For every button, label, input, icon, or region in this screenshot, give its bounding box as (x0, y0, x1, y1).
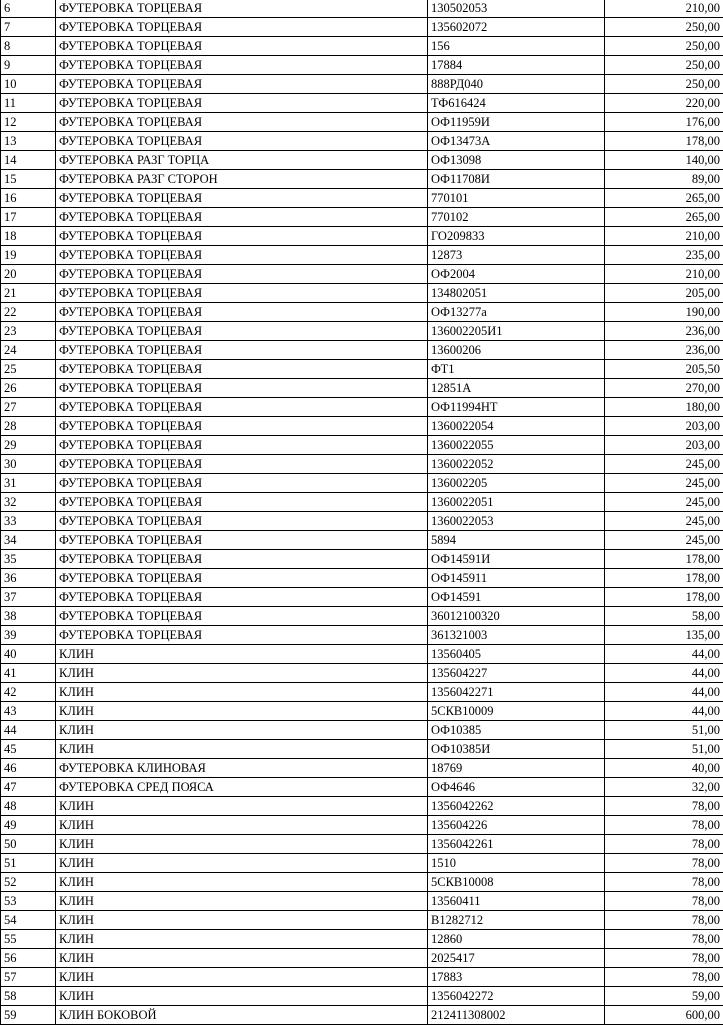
item-code: 130502053 (428, 0, 605, 18)
item-name: КЛИН (56, 645, 428, 664)
item-price: 250,00 (605, 18, 723, 37)
table-row (1, 170, 723, 189)
item-code: 135604226 (428, 816, 605, 835)
item-price: 51,00 (605, 721, 723, 740)
row-number: 6 (1, 0, 56, 18)
item-price: 78,00 (605, 892, 723, 911)
table-row (1, 56, 723, 75)
table-row (1, 341, 723, 360)
item-price: 140,00 (605, 151, 723, 170)
table-row (1, 626, 723, 645)
table-row (1, 379, 723, 398)
table-row (1, 512, 723, 531)
item-code: ОФ14591 (428, 588, 605, 607)
item-price: 58,00 (605, 607, 723, 626)
row-number: 31 (1, 474, 56, 493)
item-code: ОФ11708И (428, 170, 605, 189)
item-price: 44,00 (605, 683, 723, 702)
item-price: 236,00 (605, 341, 723, 360)
table-row (1, 18, 723, 37)
row-number: 39 (1, 626, 56, 645)
item-code: 13560411 (428, 892, 605, 911)
price-table-body (1, 0, 723, 1025)
item-price: 176,00 (605, 113, 723, 132)
item-name: ФУТЕРОВКА ТОРЦЕВАЯ (56, 132, 428, 151)
item-price: 180,00 (605, 398, 723, 417)
row-number: 33 (1, 512, 56, 531)
item-name: ФУТЕРОВКА ТОРЦЕВАЯ (56, 379, 428, 398)
row-number: 36 (1, 569, 56, 588)
item-name: КЛИН (56, 664, 428, 683)
item-name: ФУТЕРОВКА ТОРЦЕВАЯ (56, 569, 428, 588)
item-code: 888РД040 (428, 75, 605, 94)
item-code: 1356042272 (428, 987, 605, 1006)
row-number: 40 (1, 645, 56, 664)
item-code: 1360022051 (428, 493, 605, 512)
item-name: ФУТЕРОВКА ТОРЦЕВАЯ (56, 417, 428, 436)
item-code: 770102 (428, 208, 605, 227)
item-name: ФУТЕРОВКА ТОРЦЕВАЯ (56, 493, 428, 512)
row-number: 41 (1, 664, 56, 683)
item-price: 178,00 (605, 550, 723, 569)
item-price: 59,00 (605, 987, 723, 1006)
item-price: 40,00 (605, 759, 723, 778)
item-code: 17883 (428, 968, 605, 987)
item-code: 135604227 (428, 664, 605, 683)
item-code: 12873 (428, 246, 605, 265)
item-price: 178,00 (605, 588, 723, 607)
item-price: 89,00 (605, 170, 723, 189)
row-number: 22 (1, 303, 56, 322)
item-price: 250,00 (605, 37, 723, 56)
table-row (1, 702, 723, 721)
table-row (1, 94, 723, 113)
item-name: КЛИН (56, 702, 428, 721)
table-row (1, 949, 723, 968)
item-price: 245,00 (605, 531, 723, 550)
table-row (1, 360, 723, 379)
item-name: ФУТЕРОВКА ТОРЦЕВАЯ (56, 246, 428, 265)
table-row (1, 189, 723, 208)
table-row (1, 664, 723, 683)
row-number: 17 (1, 208, 56, 227)
item-price: 51,00 (605, 740, 723, 759)
item-name: ФУТЕРОВКА ТОРЦЕВАЯ (56, 626, 428, 645)
table-row (1, 968, 723, 987)
item-name: ФУТЕРОВКА ТОРЦЕВАЯ (56, 303, 428, 322)
table-row (1, 740, 723, 759)
table-row (1, 284, 723, 303)
table-row (1, 911, 723, 930)
item-price: 250,00 (605, 56, 723, 75)
item-price: 44,00 (605, 645, 723, 664)
row-number: 18 (1, 227, 56, 246)
item-price: 78,00 (605, 854, 723, 873)
row-number: 56 (1, 949, 56, 968)
item-price: 205,00 (605, 284, 723, 303)
table-row (1, 854, 723, 873)
item-code: 1360022052 (428, 455, 605, 474)
item-name: КЛИН (56, 911, 428, 930)
table-row (1, 75, 723, 94)
item-name: ФУТЕРОВКА ТОРЦЕВАЯ (56, 284, 428, 303)
item-name: ФУТЕРОВКА ТОРЦЕВАЯ (56, 436, 428, 455)
row-number: 35 (1, 550, 56, 569)
table-row (1, 208, 723, 227)
item-price: 178,00 (605, 569, 723, 588)
row-number: 47 (1, 778, 56, 797)
item-name: ФУТЕРОВКА ТОРЦЕВАЯ (56, 531, 428, 550)
item-price: 203,00 (605, 436, 723, 455)
table-row (1, 37, 723, 56)
item-code: 134802051 (428, 284, 605, 303)
row-number: 20 (1, 265, 56, 284)
row-number: 13 (1, 132, 56, 151)
item-price: 44,00 (605, 702, 723, 721)
row-number: 29 (1, 436, 56, 455)
item-code: ОФ11959И (428, 113, 605, 132)
item-price: 236,00 (605, 322, 723, 341)
row-number: 11 (1, 94, 56, 113)
item-code: 1356042271 (428, 683, 605, 702)
item-code: ФТ1 (428, 360, 605, 379)
table-row (1, 0, 723, 18)
table-row (1, 151, 723, 170)
table-row (1, 816, 723, 835)
item-code: 136002205 (428, 474, 605, 493)
item-name: ФУТЕРОВКА ТОРЦЕВАЯ (56, 113, 428, 132)
item-code: 12851А (428, 379, 605, 398)
item-code: 18769 (428, 759, 605, 778)
row-number: 16 (1, 189, 56, 208)
row-number: 21 (1, 284, 56, 303)
item-code: 1356042262 (428, 797, 605, 816)
item-name: ФУТЕРОВКА КЛИНОВАЯ (56, 759, 428, 778)
table-row (1, 778, 723, 797)
row-number: 10 (1, 75, 56, 94)
row-number: 43 (1, 702, 56, 721)
table-row (1, 759, 723, 778)
item-price: 245,00 (605, 512, 723, 531)
item-price: 210,00 (605, 227, 723, 246)
item-code: 1360022053 (428, 512, 605, 531)
item-code: ОФ10385И (428, 740, 605, 759)
item-code: 1360022055 (428, 436, 605, 455)
item-name: ФУТЕРОВКА ТОРЦЕВАЯ (56, 550, 428, 569)
item-code: 1360022054 (428, 417, 605, 436)
row-number: 30 (1, 455, 56, 474)
item-name: КЛИН (56, 930, 428, 949)
row-number: 42 (1, 683, 56, 702)
table-row (1, 873, 723, 892)
table-row (1, 588, 723, 607)
item-price: 78,00 (605, 930, 723, 949)
row-number: 52 (1, 873, 56, 892)
row-number: 23 (1, 322, 56, 341)
row-number: 54 (1, 911, 56, 930)
table-row (1, 1006, 723, 1025)
table-row (1, 930, 723, 949)
row-number: 12 (1, 113, 56, 132)
item-code: 1356042261 (428, 835, 605, 854)
item-name: КЛИН (56, 949, 428, 968)
table-row (1, 436, 723, 455)
row-number: 19 (1, 246, 56, 265)
row-number: 24 (1, 341, 56, 360)
item-name: ФУТЕРОВКА ТОРЦЕВАЯ (56, 455, 428, 474)
item-price: 32,00 (605, 778, 723, 797)
item-code: 1510 (428, 854, 605, 873)
item-code: 212411308002 (428, 1006, 605, 1025)
item-price: 205,50 (605, 360, 723, 379)
item-name: ФУТЕРОВКА ТОРЦЕВАЯ (56, 265, 428, 284)
item-price: 245,00 (605, 493, 723, 512)
table-row (1, 132, 723, 151)
table-row (1, 607, 723, 626)
item-code: ОФ10385 (428, 721, 605, 740)
item-name: ФУТЕРОВКА ТОРЦЕВАЯ (56, 341, 428, 360)
item-name: ФУТЕРОВКА ТОРЦЕВАЯ (56, 474, 428, 493)
item-name: КЛИН (56, 873, 428, 892)
item-name: КЛИН (56, 987, 428, 1006)
row-number: 59 (1, 1006, 56, 1025)
row-number: 51 (1, 854, 56, 873)
item-code: ОФ13277а (428, 303, 605, 322)
item-price: 203,00 (605, 417, 723, 436)
row-number: 38 (1, 607, 56, 626)
item-name: ФУТЕРОВКА ТОРЦЕВАЯ (56, 588, 428, 607)
item-code: 5СКВ10008 (428, 873, 605, 892)
row-number: 45 (1, 740, 56, 759)
item-price: 270,00 (605, 379, 723, 398)
item-code: 12860 (428, 930, 605, 949)
item-price: 265,00 (605, 189, 723, 208)
item-name: ФУТЕРОВКА ТОРЦЕВАЯ (56, 607, 428, 626)
item-name: КЛИН (56, 740, 428, 759)
table-row (1, 835, 723, 854)
table-row (1, 322, 723, 341)
row-number: 15 (1, 170, 56, 189)
row-number: 50 (1, 835, 56, 854)
row-number: 7 (1, 18, 56, 37)
item-code: 361321003 (428, 626, 605, 645)
item-price: 600,00 (605, 1006, 723, 1025)
item-name: КЛИН БОКОВОЙ (56, 1006, 428, 1025)
table-row (1, 455, 723, 474)
table-row (1, 721, 723, 740)
row-number: 28 (1, 417, 56, 436)
item-code: 5СКВ10009 (428, 702, 605, 721)
item-name: КЛИН (56, 835, 428, 854)
item-price: 78,00 (605, 797, 723, 816)
item-price: 210,00 (605, 265, 723, 284)
item-name: КЛИН (56, 816, 428, 835)
item-price: 78,00 (605, 873, 723, 892)
item-price: 135,00 (605, 626, 723, 645)
row-number: 57 (1, 968, 56, 987)
item-name: ФУТЕРОВКА ТОРЦЕВАЯ (56, 75, 428, 94)
table-row (1, 797, 723, 816)
table-row (1, 398, 723, 417)
item-name: КЛИН (56, 797, 428, 816)
row-number: 9 (1, 56, 56, 75)
item-code: ОФ4646 (428, 778, 605, 797)
item-code: ОФ13098 (428, 151, 605, 170)
item-code: 5894 (428, 531, 605, 550)
item-price: 250,00 (605, 75, 723, 94)
item-name: ФУТЕРОВКА ТОРЦЕВАЯ (56, 227, 428, 246)
row-number: 37 (1, 588, 56, 607)
item-price: 78,00 (605, 835, 723, 854)
row-number: 53 (1, 892, 56, 911)
item-code: ГО209833 (428, 227, 605, 246)
row-number: 48 (1, 797, 56, 816)
item-code: 36012100320 (428, 607, 605, 626)
item-code: 17884 (428, 56, 605, 75)
row-number: 49 (1, 816, 56, 835)
item-name: КЛИН (56, 721, 428, 740)
item-price: 44,00 (605, 664, 723, 683)
item-code: ОФ14591И (428, 550, 605, 569)
item-name: ФУТЕРОВКА ТОРЦЕВАЯ (56, 56, 428, 75)
table-row (1, 113, 723, 132)
item-name: ФУТЕРОВКА ТОРЦЕВАЯ (56, 37, 428, 56)
item-name: КЛИН (56, 968, 428, 987)
item-name: ФУТЕРОВКА ТОРЦЕВАЯ (56, 512, 428, 531)
item-name: ФУТЕРОВКА ТОРЦЕВАЯ (56, 208, 428, 227)
item-code: 13600206 (428, 341, 605, 360)
table-row (1, 303, 723, 322)
item-code: ТФ616424 (428, 94, 605, 113)
item-price: 78,00 (605, 968, 723, 987)
item-code: 136002205И1 (428, 322, 605, 341)
table-row (1, 417, 723, 436)
item-price: 78,00 (605, 949, 723, 968)
item-name: ФУТЕРОВКА ТОРЦЕВАЯ (56, 189, 428, 208)
item-code: В1282712 (428, 911, 605, 930)
row-number: 32 (1, 493, 56, 512)
item-price: 210,00 (605, 0, 723, 18)
item-price: 265,00 (605, 208, 723, 227)
item-price: 245,00 (605, 455, 723, 474)
table-row (1, 531, 723, 550)
row-number: 46 (1, 759, 56, 778)
row-number: 14 (1, 151, 56, 170)
item-name: ФУТЕРОВКА СРЕД ПОЯСА (56, 778, 428, 797)
row-number: 58 (1, 987, 56, 1006)
row-number: 8 (1, 37, 56, 56)
item-name: ФУТЕРОВКА ТОРЦЕВАЯ (56, 360, 428, 379)
row-number: 44 (1, 721, 56, 740)
row-number: 25 (1, 360, 56, 379)
item-name: ФУТЕРОВКА РАЗГ ТОРЦА (56, 151, 428, 170)
item-code: 135602072 (428, 18, 605, 37)
table-row (1, 493, 723, 512)
item-price: 235,00 (605, 246, 723, 265)
item-code: ОФ11994НТ (428, 398, 605, 417)
row-number: 34 (1, 531, 56, 550)
table-row (1, 987, 723, 1006)
item-code: 2025417 (428, 949, 605, 968)
item-price: 178,00 (605, 132, 723, 151)
item-name: КЛИН (56, 683, 428, 702)
table-row (1, 265, 723, 284)
item-code: ОФ2004 (428, 265, 605, 284)
item-name: ФУТЕРОВКА ТОРЦЕВАЯ (56, 398, 428, 417)
item-name: ФУТЕРОВКА ТОРЦЕВАЯ (56, 18, 428, 37)
table-row (1, 227, 723, 246)
row-number: 26 (1, 379, 56, 398)
item-name: КЛИН (56, 892, 428, 911)
item-name: ФУТЕРОВКА ТОРЦЕВАЯ (56, 94, 428, 113)
item-price: 78,00 (605, 816, 723, 835)
table-row (1, 246, 723, 265)
item-price: 220,00 (605, 94, 723, 113)
item-code: 156 (428, 37, 605, 56)
item-code: 770101 (428, 189, 605, 208)
item-price: 245,00 (605, 474, 723, 493)
item-code: ОФ145911 (428, 569, 605, 588)
item-price: 190,00 (605, 303, 723, 322)
item-price: 78,00 (605, 911, 723, 930)
item-name: ФУТЕРОВКА ТОРЦЕВАЯ (56, 0, 428, 18)
item-name: ФУТЕРОВКА ТОРЦЕВАЯ (56, 322, 428, 341)
row-number: 27 (1, 398, 56, 417)
table-row (1, 550, 723, 569)
table-row (1, 569, 723, 588)
item-name: ФУТЕРОВКА РАЗГ СТОРОН (56, 170, 428, 189)
item-name: КЛИН (56, 854, 428, 873)
row-number: 55 (1, 930, 56, 949)
table-row (1, 892, 723, 911)
item-code: 13560405 (428, 645, 605, 664)
table-row (1, 683, 723, 702)
table-row (1, 645, 723, 664)
item-code: ОФ13473А (428, 132, 605, 151)
table-row (1, 474, 723, 493)
